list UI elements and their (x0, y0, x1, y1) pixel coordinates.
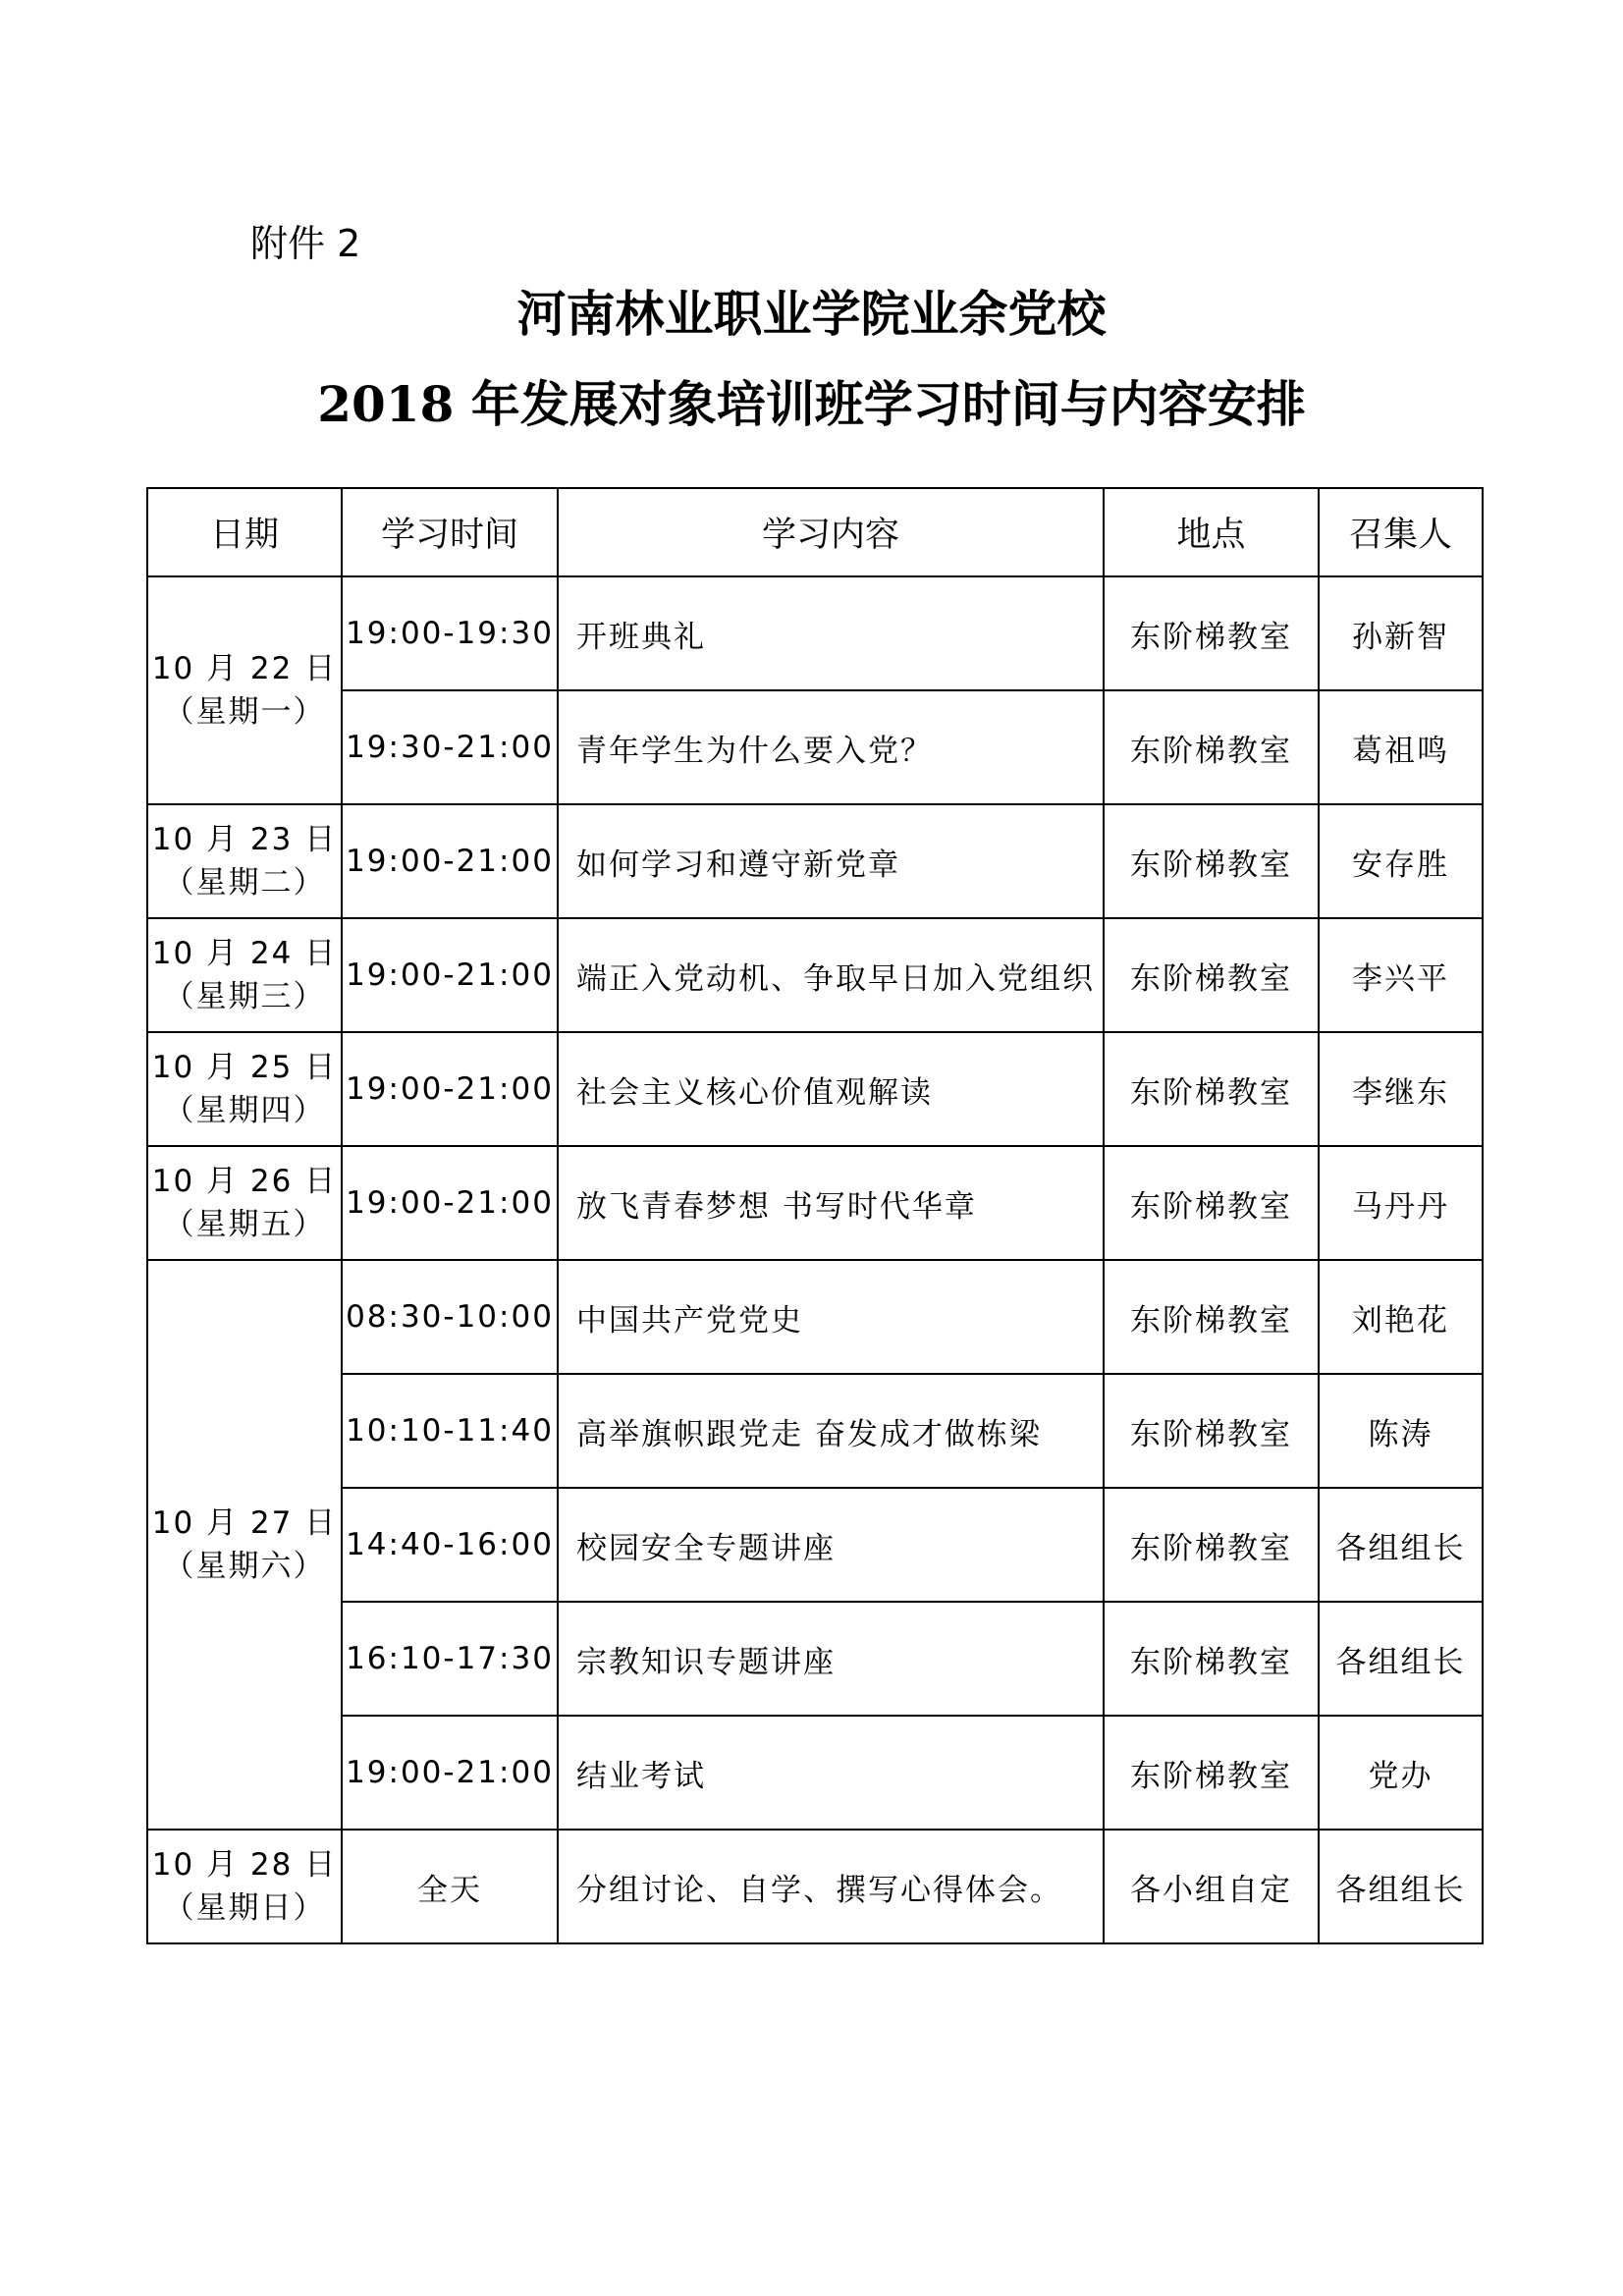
date-cell (147, 1260, 342, 1830)
document-subtitle: 2018 年发展对象培训班学习时间与内容安排 (317, 375, 1306, 433)
convener-cell: 安存胜 (1319, 804, 1483, 918)
weekday-text: （星期六） (163, 1549, 326, 1584)
content-cell: 中国共产党党史 (558, 1260, 1104, 1374)
content-cell: 如何学习和遵守新党章 (558, 804, 1104, 918)
date-cell (147, 1032, 342, 1146)
weekday-text: （星期二） (163, 865, 326, 901)
date-text: 10 月 28 日 (151, 1847, 338, 1883)
time-cell: 19:00-21:00 (342, 1146, 558, 1260)
location-cell: 东阶梯教室 (1104, 1146, 1319, 1260)
content-cell: 校园安全专题讲座 (558, 1488, 1104, 1602)
table-row (147, 1032, 1483, 1146)
content-cell: 分组讨论、自学、撰写心得体会。 (558, 1830, 1104, 1943)
convener-cell: 陈涛 (1319, 1374, 1483, 1488)
content-cell: 青年学生为什么要入党？ (558, 690, 1104, 804)
convener-cell: 各组组长 (1319, 1488, 1483, 1602)
date-cell (147, 1830, 342, 1943)
location-cell: 东阶梯教室 (1104, 1032, 1319, 1146)
weekday-text: （星期四） (163, 1093, 326, 1128)
header-date: 日期 (147, 488, 342, 576)
location-cell: 东阶梯教室 (1104, 1488, 1319, 1602)
convener-cell: 党办 (1319, 1716, 1483, 1830)
time-cell: 08:30-10:00 (342, 1260, 558, 1374)
header-convener: 召集人 (1319, 488, 1483, 576)
time-cell: 10:10-11:40 (342, 1374, 558, 1488)
content-cell: 端正入党动机、争取早日加入党组织 (558, 918, 1104, 1032)
header-time: 学习时间 (342, 488, 558, 576)
location-cell: 各小组自定 (1104, 1830, 1319, 1943)
date-text: 10 月 26 日 (151, 1164, 338, 1199)
content-cell: 开班典礼 (558, 576, 1104, 690)
location-cell: 东阶梯教室 (1104, 1260, 1319, 1374)
date-cell (147, 1146, 342, 1260)
convener-cell: 孙新智 (1319, 576, 1483, 690)
weekday-text: （星期一） (163, 694, 326, 730)
convener-cell: 李兴平 (1319, 918, 1483, 1032)
location-cell: 东阶梯教室 (1104, 918, 1319, 1032)
date-cell (147, 576, 342, 804)
location-cell: 东阶梯教室 (1104, 1716, 1319, 1830)
time-cell: 16:10-17:30 (342, 1602, 558, 1716)
schedule-table (146, 487, 1484, 1944)
weekday-text: （星期五） (163, 1207, 326, 1242)
convener-cell: 李继东 (1319, 1032, 1483, 1146)
date-cell (147, 918, 342, 1032)
convener-cell: 葛祖鸣 (1319, 690, 1483, 804)
location-cell: 东阶梯教室 (1104, 690, 1319, 804)
header-location: 地点 (1104, 488, 1319, 576)
time-cell: 19:00-21:00 (342, 1032, 558, 1146)
table-header-row (147, 488, 1483, 576)
time-cell: 19:00-19:30 (342, 576, 558, 690)
time-cell: 19:00-21:00 (342, 804, 558, 918)
convener-cell: 各组组长 (1319, 1602, 1483, 1716)
table-row (147, 1716, 1483, 1830)
location-cell: 东阶梯教室 (1104, 576, 1319, 690)
document-title: 河南林业职业学院业余党校 (516, 285, 1107, 343)
convener-cell: 各组组长 (1319, 1830, 1483, 1943)
time-cell: 全天 (342, 1830, 558, 1943)
location-cell: 东阶梯教室 (1104, 1374, 1319, 1488)
date-cell (147, 804, 342, 918)
content-cell: 社会主义核心价值观解读 (558, 1032, 1104, 1146)
table-row (147, 1488, 1483, 1602)
date-text: 10 月 24 日 (151, 936, 338, 971)
content-cell: 放飞青春梦想 书写时代华章 (558, 1146, 1104, 1260)
time-cell: 19:30-21:00 (342, 690, 558, 804)
table-row (147, 1374, 1483, 1488)
attachment-label: 附件 2 (250, 222, 361, 265)
date-text: 10 月 22 日 (151, 651, 338, 686)
table-row (147, 1260, 1483, 1374)
table-row (147, 1602, 1483, 1716)
content-cell: 宗教知识专题讲座 (558, 1602, 1104, 1716)
convener-cell: 马丹丹 (1319, 1146, 1483, 1260)
weekday-text: （星期日） (163, 1890, 326, 1926)
content-cell: 高举旗帜跟党走 奋发成才做栋梁 (558, 1374, 1104, 1488)
header-content: 学习内容 (558, 488, 1104, 576)
time-cell: 19:00-21:00 (342, 1716, 558, 1830)
location-cell: 东阶梯教室 (1104, 1602, 1319, 1716)
date-text: 10 月 25 日 (151, 1050, 338, 1085)
date-text: 10 月 27 日 (151, 1505, 338, 1541)
content-cell: 结业考试 (558, 1716, 1104, 1830)
date-text: 10 月 23 日 (151, 822, 338, 857)
weekday-text: （星期三） (163, 979, 326, 1014)
table-row (147, 1146, 1483, 1260)
table-row (147, 1830, 1483, 1943)
table-row (147, 690, 1483, 804)
convener-cell: 刘艳花 (1319, 1260, 1483, 1374)
location-cell: 东阶梯教室 (1104, 804, 1319, 918)
time-cell: 14:40-16:00 (342, 1488, 558, 1602)
time-cell: 19:00-21:00 (342, 918, 558, 1032)
table-row (147, 576, 1483, 690)
table-row (147, 918, 1483, 1032)
table-row (147, 804, 1483, 918)
